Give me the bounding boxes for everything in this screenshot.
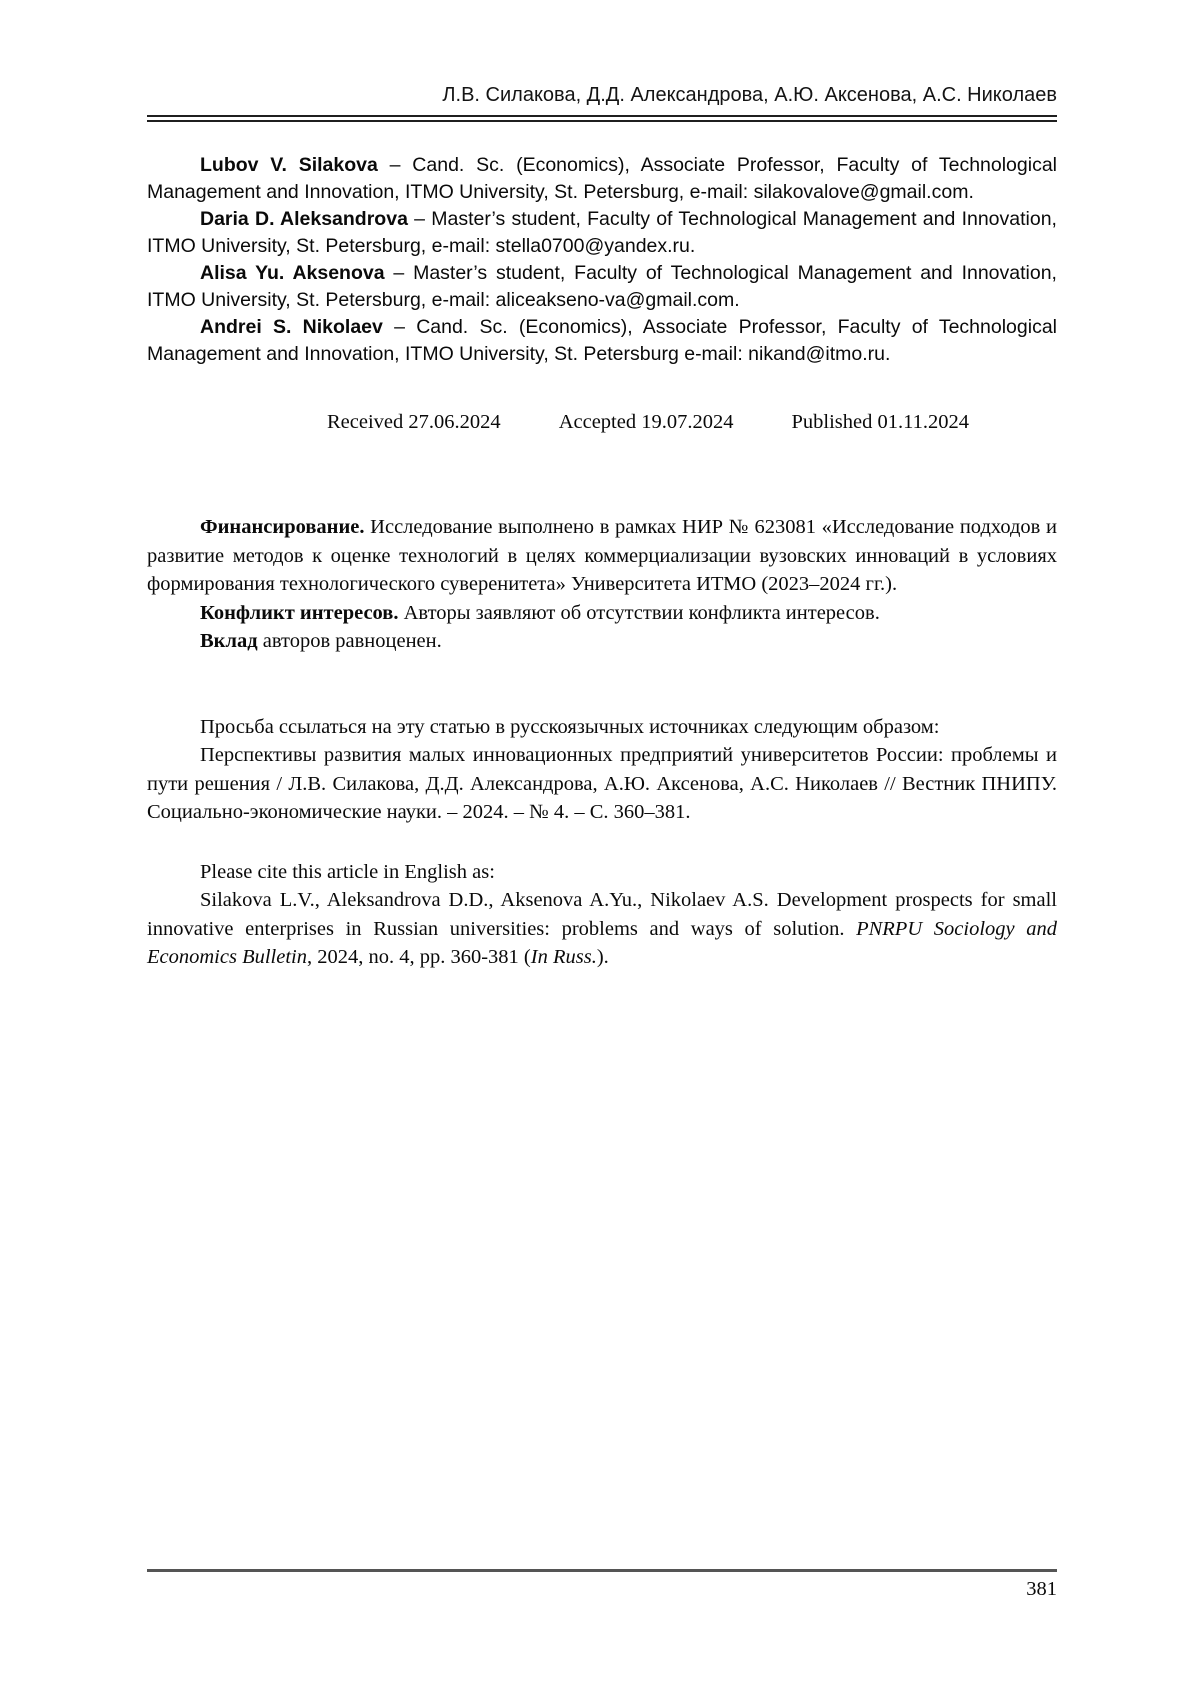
author-name-aleksandrova: Daria D. Aleksandrova xyxy=(200,208,408,230)
author-bio-nikolaev xyxy=(147,314,1057,368)
english-citation-language: In Russ. xyxy=(530,946,597,968)
funding-paragraph xyxy=(147,513,1057,599)
russian-citation-reference: Перспективы развития малых инновационных предприятий университетов России: проблемы и пути решения / Л.В. Силакова, Д.Д. Александрова, А.Ю. Аксенова, А.С. Николаев // Вестник ПНИПУ. Социально-экономические науки. – 2024. – № 4. – С. 360–381. xyxy=(147,744,1057,823)
author-bio-aksenova xyxy=(147,260,1057,314)
english-citation-reference xyxy=(147,886,1057,972)
author-details-aleksandrova: – Master’s student, Faculty of Technological Management and Innovation, ITMO University, St. Petersburg, e-mail: stella0700@yandex.ru. xyxy=(147,208,1057,257)
page-number: 381 xyxy=(1026,1578,1057,1600)
english-citation-end: ). xyxy=(596,946,609,968)
conflict-label: Конфликт интересов. xyxy=(200,601,399,624)
accepted-date: Accepted 19.07.2024 xyxy=(558,411,734,433)
russian-citation-intro: Просьба ссылаться на эту статью в русскоязычных источниках следующим образом: xyxy=(200,715,940,738)
russian-citation-section xyxy=(147,713,1057,827)
contribution-text: авторов равноценен. xyxy=(257,630,442,652)
funding-section xyxy=(147,513,1057,656)
conflict-of-interest-paragraph xyxy=(147,599,1057,628)
published-date: Published 01.11.2024 xyxy=(791,411,969,433)
english-citation-journal: PNRPU Sociology and Economics Bulletin xyxy=(147,917,1058,968)
english-citation-authors: Silakova L.V., Aleksandrova D.D., Aksenova A.Yu., Nikolaev A.S. Development prospects for small innovative enterprises in Russian universities: problems and ways of solution. xyxy=(147,889,1057,940)
contribution-label: Вклад xyxy=(200,630,258,652)
contribution-paragraph xyxy=(147,627,1057,656)
english-citation-intro: Please cite this article in English as: xyxy=(200,860,495,883)
author-details-aksenova: – Master’s student, Faculty of Technological Management and Innovation, ITMO University, St. Petersburg, e-mail: aliceakseno-va@gmail.com. xyxy=(147,262,1057,311)
author-bio-aleksandrova xyxy=(147,206,1057,260)
funding-text: Исследование выполнено в рамках НИР № 623081 «Исследование подходов и развитие методов к оценке технологий в целях коммерциализации вузовских инноваций в условиях формирования технологического суверенитета» Университета ИТМО (2023–2024 гг.). xyxy=(147,516,1057,595)
author-bios-section xyxy=(147,152,1057,368)
author-bio-silakova xyxy=(147,152,1057,206)
footer-rule xyxy=(147,1569,1057,1572)
funding-label: Финансирование. xyxy=(200,516,365,538)
received-date: Received 27.06.2024 xyxy=(327,411,501,433)
author-details-nikolaev: – Cand. Sc. (Economics), Associate Professor, Faculty of Technological Management and Innovation, ITMO University, St. Petersburg e-mail: nikand@itmo.ru. xyxy=(147,316,1058,365)
author-details-silakova: – Cand. Sc. (Economics), Associate Professor, Faculty of Technological Management and Innovation, ITMO University, St. Petersburg, e-mail: silakovalove@gmail.com. xyxy=(147,154,1058,203)
author-name-nikolaev: Andrei S. Nikolaev xyxy=(200,316,383,338)
header-double-rule xyxy=(147,115,1057,122)
article-dates-row xyxy=(327,411,969,434)
author-name-silakova: Lubov V. Silakova xyxy=(200,154,378,176)
english-citation-issue: , 2024, no. 4, pp. 360-381 ( xyxy=(306,946,531,968)
author-name-aksenova: Alisa Yu. Aksenova xyxy=(200,262,385,284)
conflict-text: Авторы заявляют об отсутствии конфликта интересов. xyxy=(398,601,880,624)
page-footer xyxy=(147,1569,1057,1601)
running-header-authors: Л.В. Силакова, Д.Д. Александрова, А.Ю. Аксенова, А.С. Николаев xyxy=(442,84,1057,106)
english-citation-section xyxy=(147,858,1057,972)
